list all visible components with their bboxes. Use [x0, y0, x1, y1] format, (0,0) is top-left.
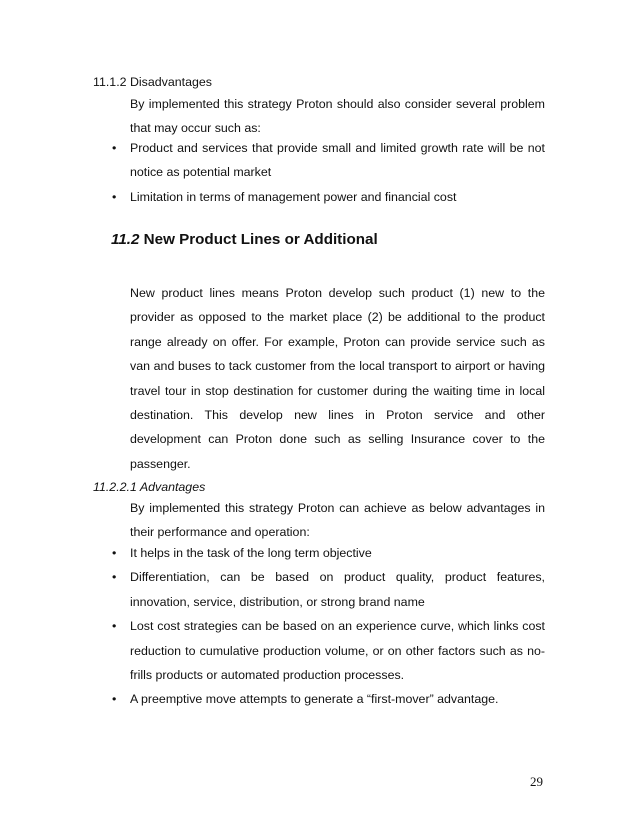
disadvantages-list: [0, 136, 638, 209]
bullet-text: Limitation in terms of management power and financial cost: [130, 189, 457, 204]
section-title: [111, 231, 378, 248]
bullet-text: Differentiation, can be based on product quality, product features, innovation, service, distribution, or strong brand name: [130, 570, 545, 609]
advantages-list: [0, 541, 638, 712]
advantages-intro: By implemented this strategy Proton can achieve as below advantages in their performance and operation:: [130, 501, 545, 540]
bullet-icon: •: [112, 546, 117, 560]
list-item: [0, 614, 638, 687]
bullet-icon: •: [112, 570, 117, 585]
bullet-icon: •: [112, 189, 117, 204]
list-item: [0, 565, 638, 614]
section-number: 11.2: [111, 231, 140, 248]
page-number: 29: [530, 774, 543, 789]
bullet-text: Lost cost strategies can be based on an experience curve, which links cost reduction to cumulative production volume, or on other factors such as no-frills products or automated production processes.: [130, 619, 545, 683]
bullet-text: It helps in the task of the long term objective: [130, 546, 372, 560]
section-title-text: New Product Lines or Additional: [143, 231, 378, 248]
list-item: [0, 185, 638, 209]
list-item: [0, 687, 638, 711]
bullet-icon: •: [112, 141, 117, 155]
bullet-text: A preemptive move attempts to generate a “first-mover” advantage.: [130, 692, 499, 707]
list-item: [0, 541, 638, 565]
bullet-icon: •: [112, 619, 117, 634]
section-body: New product lines means Proton develop such product (1) new to the provider as opposed to the market place (2) be additional to the product range already on offer. For example, Proton can provide service such as van and buses to tack customer from the local transport to airport or having travel tour in stop destination for customer during the waiting time in local destination. This develop new lines in Proton service and other development can Proton done such as selling Insurance cover to the passenger.: [130, 286, 545, 471]
disadvantages-heading: 11.1.2 Disadvantages: [93, 75, 212, 89]
bullet-text: Product and services that provide small and limited growth rate will be not notice as potential market: [130, 141, 545, 180]
bullet-icon: •: [112, 692, 117, 707]
disadvantages-intro: By implemented this strategy Proton should also consider several problem that may occur such as:: [130, 97, 545, 136]
list-item: [0, 136, 638, 185]
advantages-heading: 11.2.2.1 Advantages: [93, 480, 206, 494]
